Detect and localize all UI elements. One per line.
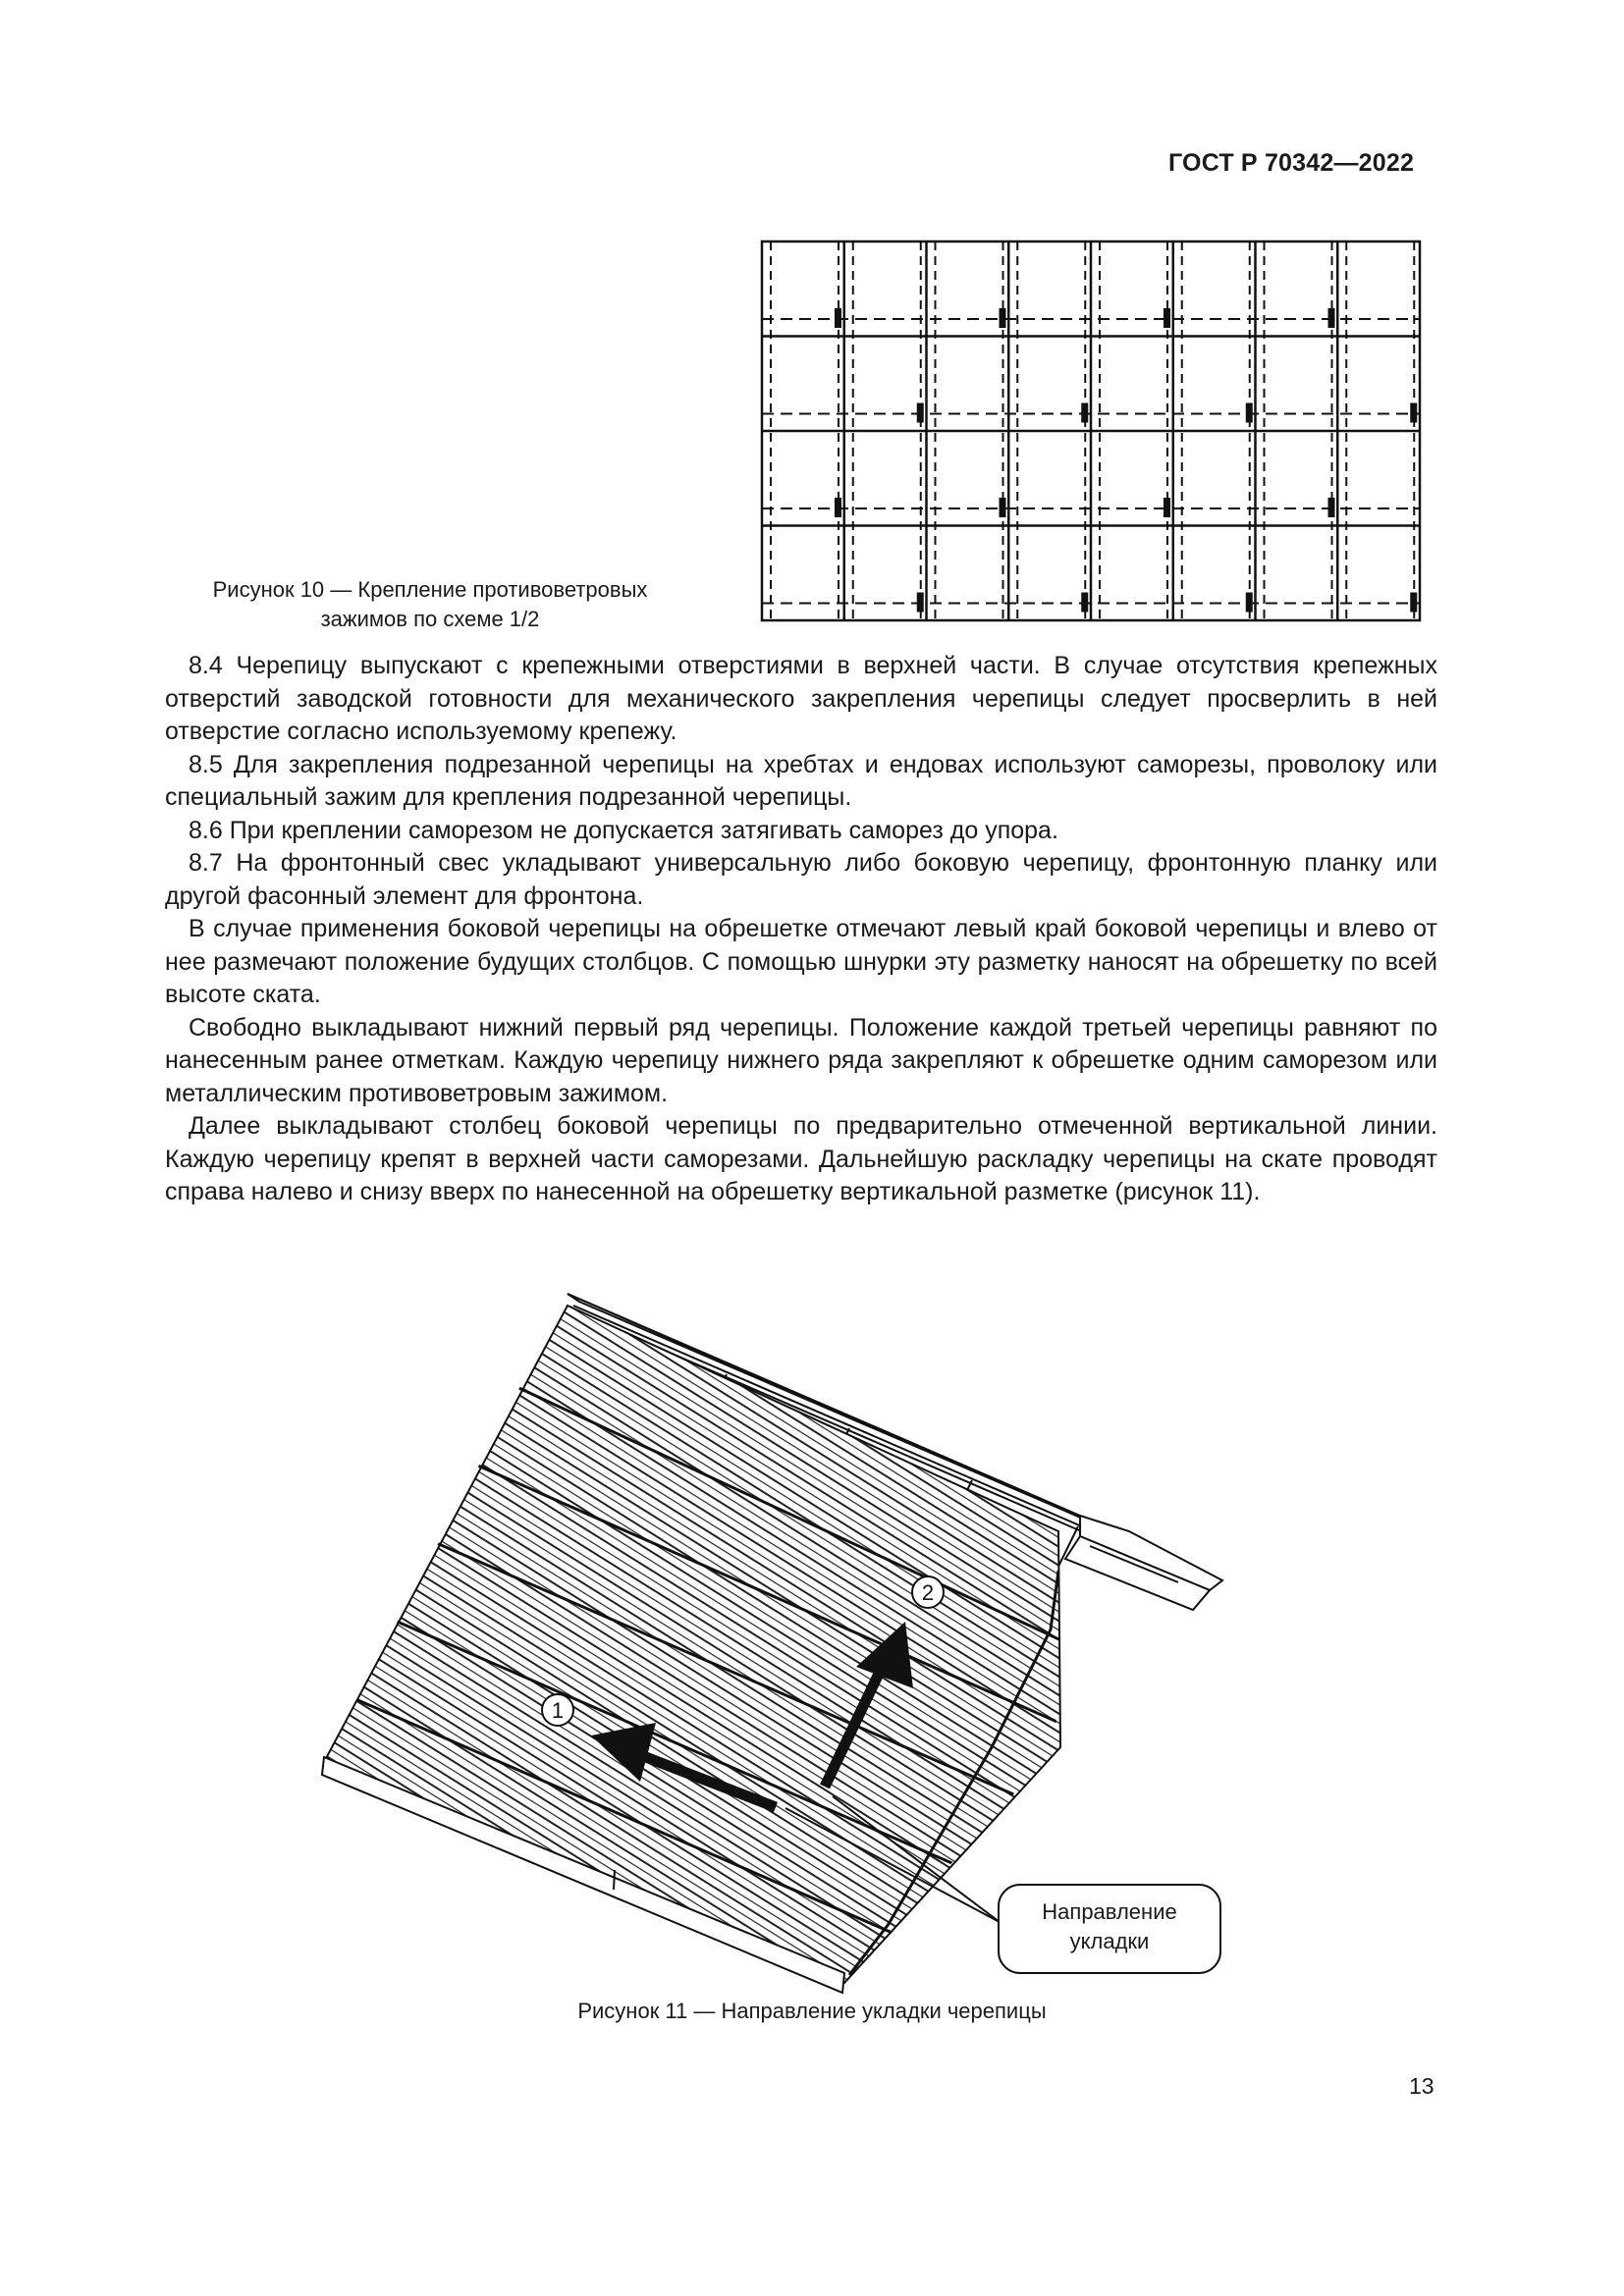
figure-10-caption-line2: зажимов по схеме 1/2 — [320, 607, 540, 631]
marker-1 — [542, 1694, 573, 1726]
paragraph-8-5: 8.5 Для закрепления подрезанной черепицы на хребтах и ендовах используют саморезы, проволоку или специальный зажим для крепления подрезанной черепицы. — [165, 750, 1437, 811]
paragraph-8-7: 8.7 На фронтонный свес укладывают универсальную либо боковую черепицу, фронтонную планку или другой фасонный элемент для фронтона. — [165, 849, 1437, 910]
marker-2-label: 2 — [921, 1580, 935, 1605]
figure-11-caption: Рисунок 11 — Направление укладки черепицы — [577, 1999, 1047, 2023]
marker-1-label: 1 — [551, 1698, 565, 1723]
paragraph-side-tile: В случае применения боковой черепицы на обрешетке отмечают левый край боковой черепицы и влево от нее размечают положение будущих столбцов. С помощью шнурки эту разметку наносят на обрешетку по всей высоте ската. — [165, 915, 1437, 1008]
figure-10-caption-line1: Рисунок 10 — Крепление противоветровых — [212, 577, 648, 602]
gable-trim — [1065, 1516, 1222, 1610]
paragraph-8-4: 8.4 Черепицу выпускают с крепежными отверстиями в верхней части. В случае отсутствия крепежных отверстий заводской готовности для механического закрепления черепицы следует просверлить в ней отверстие согласно используемому крепежу. — [165, 652, 1437, 745]
roof-tile-field — [324, 1306, 1080, 1983]
callout-line1: Направление — [1042, 1899, 1177, 1924]
callout-line2: укладки — [1069, 1929, 1150, 1953]
paragraph-first-row: Свободно выкладывают нижний первый ряд черепицы. Положение каждой третьей черепицы равняют по нанесенным ранее отметкам. Каждую черепицу нижнего ряда закрепляют к обрешетке одним саморезом или металлическим противоветровым зажимом. — [165, 1013, 1437, 1107]
paragraph-column: Далее выкладывают столбец боковой черепицы по предварительно отмеченной вертикальной линии. Каждую черепицу крепят в верхней части саморезами. Дальнейшую раскладку черепицы на скате проводят справа налево и снизу вверх по нанесенной на обрешетку вертикальной разметке (рисунок 11). — [165, 1112, 1437, 1205]
callout-text — [999, 1897, 1220, 1956]
marker-2 — [912, 1576, 944, 1608]
document-header: ГОСТ Р 70342—2022 — [1168, 149, 1415, 177]
paragraph-8-6: 8.6 При креплении саморезом не допускается затягивать саморез до упора. — [189, 816, 1058, 844]
page-number: 13 — [1409, 2073, 1435, 2099]
